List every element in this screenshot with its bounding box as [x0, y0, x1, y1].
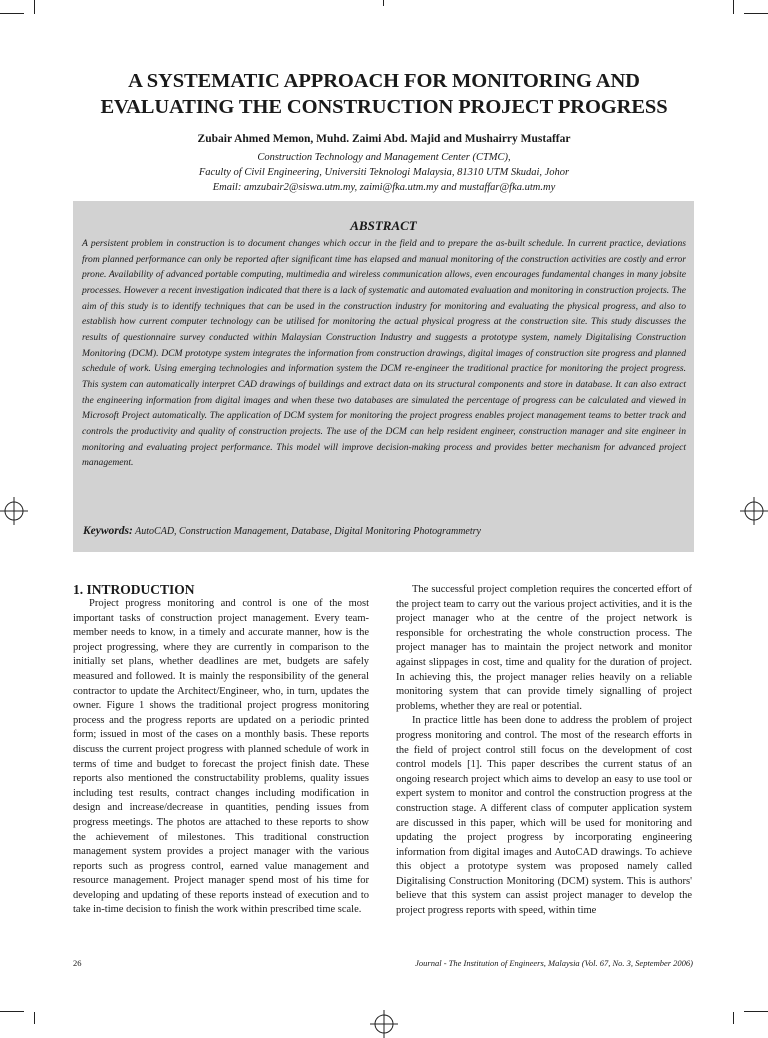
- crop-mark: [744, 13, 768, 14]
- registration-mark-icon: [0, 497, 28, 525]
- crop-mark: [0, 1011, 24, 1012]
- right-column: [396, 583, 692, 919]
- intro-paragraph-1: Project progress monitoring and control is one of the most important tasks of construction project management. Every team-member needs to know, in a timely and accurate manner, how is the project progressing, where they are currently in comparison to the initially set plans, whether deadlines are met, budgets are safely measured and followed. It is mainly the responsibility of the general contractor to update the Architect/Engineer, who, in turn, updates the owner. Figure 1 shows the traditional project progress monitoring process and the progress reports are updated on a periodic printed form; issued in most of the cases on a monthly basis. These reports discuss the current project progress with planned schedule of work in terms of time and budget to forecast the project finish date. These reports also mentioned the constructability problems, quality issues including test results, contract changes including modification in design and increase/decrease in quantities, pending issues from progress meetings. The photos are attached to these reports to show the achievement of milestones. This traditional construction management system provides a project manager with the various reports such as progress control, earned value management and resource management. Project manager spend most of his time for developing and updating of these reports instead of execution and to take in-time decision to finish the work within prescribed time scale.: [73, 598, 369, 916]
- crop-mark: [383, 0, 384, 6]
- left-column: [73, 583, 369, 918]
- section-heading-introduction: 1. INTRODUCTION: [73, 582, 195, 597]
- abstract-body: A persistent problem in construction is to document changes which occur in the field and to prepare the as-built schedule. In current practice, deviations from planned performance can only be reported after significant time has elapsed and manual monitoring of the construction activities are costly and error prone. Availability of advanced portable computing, multimedia and wireless communication allows, even encourages fundamental changes in many jobsite processes. However a recent investigation indicated that there is a lack of systematic and automated evaluation and monitoring in construction projects. The aim of this study is to identify techniques that can be used in the construction industry for monitoring and evaluating the physical progress, and also to establish how current computer technology can be utilised for monitoring the actual physical progress at the construction site. This study discusses the results of questionnaire survey conducted within Malaysian Construction Industry and suggests a prototype system, namely Digitalising Construction Monitoring (DCM). DCM prototype system integrates the information from construction drawings, digital images of construction site progress and planned schedule of work. Using emerging technologies and information system the DCM re-engineer the traditional practice for monitoring the project progress. This system can automatically interpret CAD drawings of buildings and extract data on its structural components and store in database. It can also extract the engineering information from digital images and when these two databases are simulated the percentage of progress can be calculated and viewed in Microsoft Project automatically. The application of DCM system for monitoring the project progress enables project management teams to better track and controls the productivity and quality of construction projects. The use of the DCM can help resident engineer, construction manager and site engineer in monitoring and evaluating project performance. This model will improve decision-making process and provides better mechanism for advanced project management.: [82, 238, 686, 469]
- keywords: [83, 525, 687, 537]
- paper-title: A SYSTEMATIC APPROACH FOR MONITORING AND EVALUATING THE CONSTRUCTION PROJECT PROGRESS: [100, 70, 668, 118]
- crop-mark: [733, 0, 734, 14]
- abstract-box: [73, 201, 694, 552]
- keywords-label: Keywords:: [83, 525, 133, 537]
- intro-paragraph-3: In practice little has been done to address the problem of project progress monitoring and control. The most of the research efforts in the field of project control still focus on the development of cost control models [1]. This paper describes the current status of an ongoing research project which aims to develop an easy to use tool or expert system to monitor and control the construction progress at the construction stage. A different class of computer application system are discussed in this paper, which will be used for monitoring and updating the project progress by incorporating engineering information from digital images and AutoCAD drawings. To achieve this object a prototype system was proposed namely called Digitalising Construction Monitoring (DCM) system. This is authors' believe that this system can assist project manager to develop the project progress reports with speed, within time: [396, 715, 692, 917]
- crop-mark: [744, 1011, 768, 1012]
- registration-mark-icon: [370, 1010, 398, 1038]
- journal-citation: Journal - The Institution of Engineers, Malaysia (Vol. 67, No. 3, September 2006): [415, 958, 693, 968]
- registration-mark-icon: [740, 497, 768, 525]
- crop-mark: [34, 1012, 35, 1024]
- paper-authors: Zubair Ahmed Memon, Muhd. Zaimi Abd. Majid and Mushairry Mustaffar: [197, 133, 571, 145]
- affiliation-center: Construction Technology and Management Center (CTMC),: [257, 152, 511, 163]
- crop-mark: [733, 1012, 734, 1024]
- author-emails: Email: amzubair2@siswa.utm.my, zaimi@fka.utm.my and mustaffar@fka.utm.my: [212, 182, 556, 193]
- keywords-list: AutoCAD, Construction Management, Database, Digital Monitoring Photogrammetry: [135, 526, 481, 537]
- affiliation-faculty: Faculty of Civil Engineering, Universiti Teknologi Malaysia, 81310 UTM Skudai, Johor: [198, 167, 570, 178]
- intro-paragraph-2: The successful project completion requires the concerted effort of the project team to carry out the various project activities, and it is the project manager who at the centre of the project network is responsible for orchestrating the whole construction process. The project manager has to maintain the project network and monitor against slippages in cost, time and quality for the duration of project. In achieving this, the project manager relies heavily on a reliable monitoring system that can provide timely signalling of project problems, whether they are real or potential.: [396, 584, 692, 712]
- crop-mark: [34, 0, 35, 14]
- abstract-heading: ABSTRACT: [350, 218, 417, 233]
- crop-mark: [0, 13, 24, 14]
- page-number: 26: [73, 958, 82, 968]
